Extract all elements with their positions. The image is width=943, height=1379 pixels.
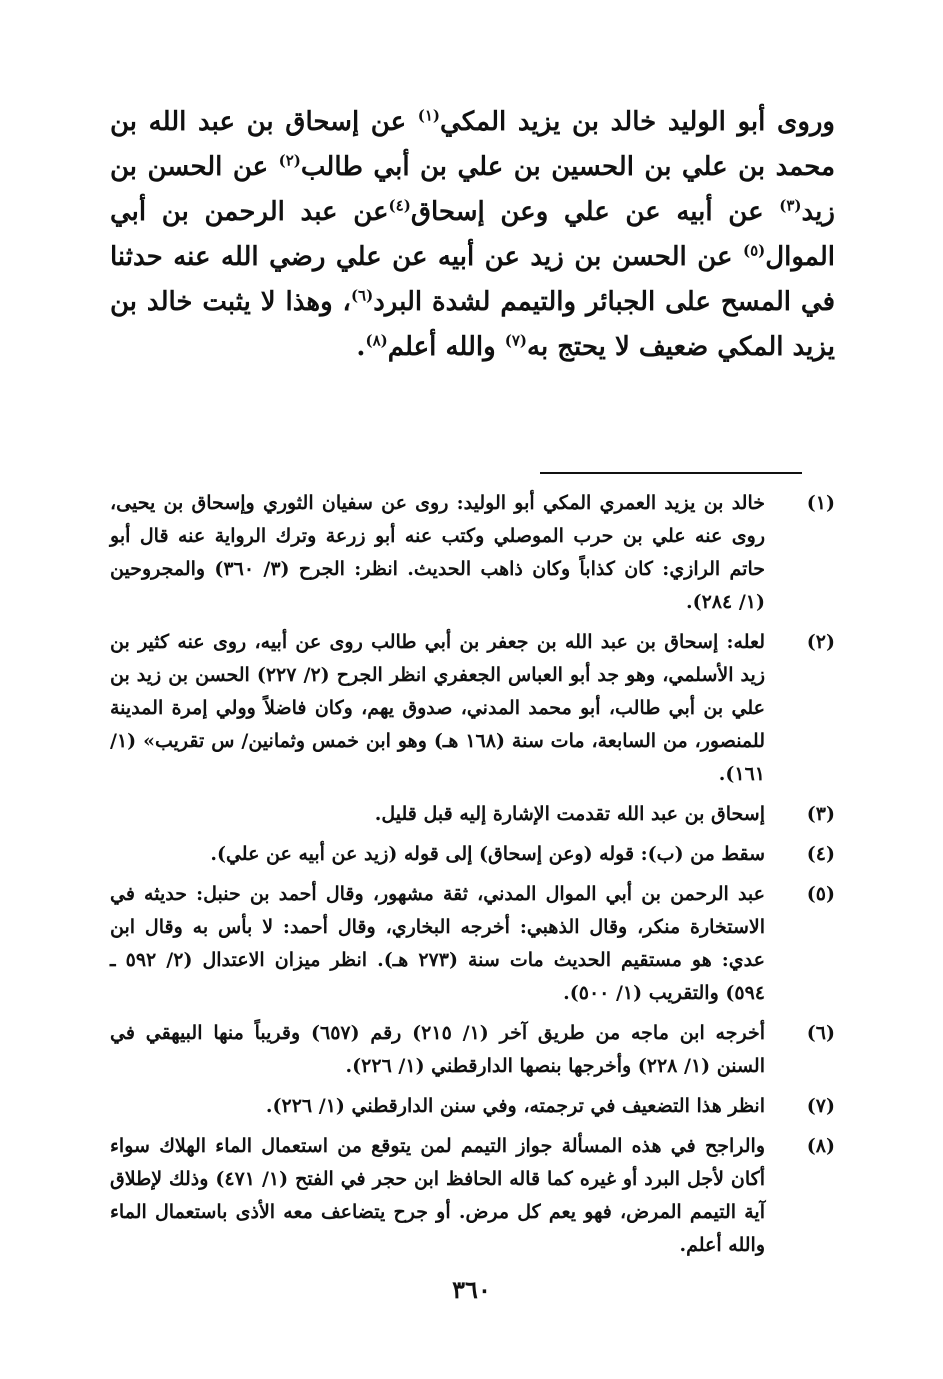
main-text-part: والله أعلم: [387, 332, 505, 362]
footnote-marker: (٦): [350, 286, 374, 305]
main-text-part: عن عبد الرحمن بن أبي الموال: [110, 197, 835, 272]
page-number: ٣٦٠: [452, 1275, 491, 1304]
footnote-1: [110, 487, 835, 619]
main-text-part: عن الحسن بن زيد: [110, 152, 835, 227]
footnote-marker: (٨): [365, 331, 388, 350]
footnote-4: [110, 838, 835, 871]
footnote-3: [110, 798, 835, 831]
main-text-part: عن الحسن بن زيد عن أبيه عن علي رضي الله عنه حدثنا في المسح على الجبائر والتيمم لشدة البرد: [110, 242, 835, 317]
footnote-number: (١): [806, 492, 835, 514]
footnote-6: [110, 1017, 835, 1083]
footnote-text: إسحاق بن عبد الله تقدمت الإشارة إليه قبل قليل.: [374, 803, 765, 825]
main-text-part: وروى أبو الوليد خالد بن يزيد المكي: [440, 107, 835, 137]
main-text-part: عن إسحاق بن عبد الله بن محمد بن علي بن الحسين بن علي بن أبي طالب: [110, 107, 835, 182]
footnote-marker: (٧): [504, 331, 528, 350]
footnotes-list: [110, 487, 835, 1269]
footnote-number: (٣): [806, 803, 835, 825]
footnote-text: عبد الرحمن بن أبي الموال المدني، ثقة مشهور، وقال أحمد بن حنبل: حديثه في الاستخارة منكر، وقال الذهبي: أخرجه البخاري، وقال أحمد: لا بأس به وقال ابن عدي: هو مستقيم الحديث مات سنة (٢٧٣ هـ). انظر ميزان الاعتدال (٢/ ٥٩٢ ـ ٥٩٤) والتقريب (١/ ٥٠٠).: [110, 883, 765, 1004]
footnote-text: لعله: إسحاق بن عبد الله بن جعفر بن أبي طالب روى عن أبيه، روى عنه كثير بن زيد الأسلمي، وهو جد أبو العباس الجعفري انظر الجرح (٢/ ٢٢٧) الحسن بن زيد بن علي بن أبي طالب، أبو محمد المدني، صدوق يهم، وكان فاضلاً وولي إمرة المدينة للمنصور، من السابعة، مات سنة (١٦٨ هـ) وهو ابن خمس وثمانين/ س تقريب» (١/ ١٦١).: [110, 631, 765, 785]
main-text-part: عن أبيه عن علي وعن إسحاق: [410, 197, 780, 227]
footnote-8: [110, 1130, 835, 1262]
footnote-marker: (٣): [779, 196, 802, 215]
main-paragraph: [110, 100, 835, 370]
footnote-2: [110, 626, 835, 791]
footnote-number: (٧): [806, 1095, 835, 1117]
footnote-text: خالد بن يزيد العمري المكي أبو الوليد: روى عن سفيان الثوري وإسحاق بن يحيى، روى عنه علي بن حرب الموصلي وكتب عنه أبو زرعة وترك الرواية عنه قال أبو حاتم الرازي: كان كذاباً وكان ذاهب الحديث. انظر: الجرح (٣/ ٣٦٠) والمجروحين (١/ ٢٨٤).: [110, 492, 765, 613]
footnote-5: [110, 878, 835, 1010]
footnote-number: (٥): [806, 883, 835, 905]
footnote-marker: (٤): [388, 196, 411, 215]
main-text-part: ، وهذا لا يثبت خالد بن يزيد المكي ضعيف لا يحتج به: [110, 287, 835, 362]
footnote-text: والراجح في هذه المسألة جواز التيمم لمن يتوقع من استعمال الماء الهلاك سواء أكان لأجل البرد أو غيره كما قاله الحافظ ابن حجر في الفتح (١/ ٤٧١) وذلك لإطلاق آية التيمم المرض، فهو يعم كل مرض. أو جرح يتضاعف معه الأذى باستعمال الماء والله أعلم.: [110, 1135, 765, 1256]
footnote-divider: [540, 472, 802, 474]
footnote-number: (٤): [806, 843, 835, 865]
footnote-marker: (٥): [742, 241, 766, 260]
footnote-number: (٨): [806, 1135, 835, 1157]
footnote-7: [110, 1090, 835, 1123]
footnote-number: (٢): [806, 631, 835, 653]
footnote-text: أخرجه ابن ماجه من طريق آخر (١/ ٢١٥) رقم (٦٥٧) وقريباً منها البيهقي في السنن (١/ ٢٢٨) وأخرجها بنصها الدارقطني (١/ ٢٢٦).: [110, 1022, 765, 1077]
footnote-text: انظر هذا التضعيف في ترجمته، وفي سنن الدارقطني (١/ ٢٢٦).: [265, 1095, 765, 1117]
footnote-marker: (٢): [278, 151, 301, 170]
footnote-text: سقط من (ب): قوله (وعن إسحاق) إلى قوله (زيد عن أبيه عن علي).: [210, 843, 765, 865]
footnote-number: (٦): [806, 1022, 835, 1044]
footnote-marker: (١): [417, 106, 441, 125]
main-text-part: .: [356, 332, 366, 362]
